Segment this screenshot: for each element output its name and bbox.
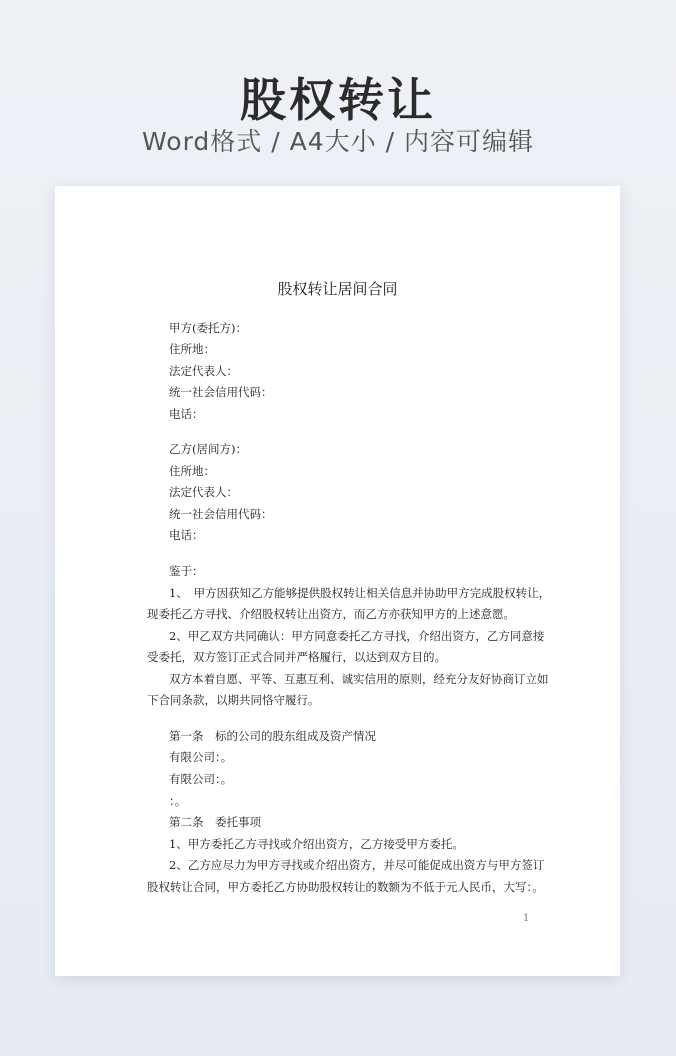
banner-header bbox=[0, 0, 676, 180]
blank-item-line: ：。 bbox=[169, 794, 187, 808]
whereas-label: 鉴于： bbox=[169, 564, 204, 578]
paragraph-3-line-1: 双方本着自愿、平等、互惠互利、诚实信用的原则，经充分友好协商订立如 bbox=[169, 672, 549, 686]
party-b-label: 乙方(居间方)： bbox=[169, 442, 247, 456]
paragraph-3-line-2: 下合同条款，以期共同恪守履行。 bbox=[147, 693, 320, 707]
paragraph-1-line-1: 1、 甲方因获知乙方能够提供股权转让相关信息并协助甲方完成股权转让， bbox=[169, 586, 551, 600]
banner-subtitle: Word格式 / A4大小 / 内容可编辑 bbox=[142, 127, 534, 156]
party-b-phone: 电话： bbox=[169, 528, 204, 542]
article-1-title: 第一条 标的公司的股东组成及资产情况 bbox=[169, 729, 376, 743]
company-line-2: 有限公司：。 bbox=[169, 772, 233, 786]
party-b-credit-code: 统一社会信用代码： bbox=[169, 507, 273, 521]
article-2-item-2-line-2: 股权转让合同，甲方委托乙方协助股权转让的数额为不低于元人民币，大写：。 bbox=[147, 880, 544, 894]
article-2-title: 第二条 委托事项 bbox=[169, 815, 261, 829]
party-b-address: 住所地： bbox=[169, 464, 215, 478]
document-page bbox=[55, 186, 620, 976]
article-2-item-2-line-1: 2、乙方应尽力为甲方寻找或介绍出资方，并尽可能促成出资方与甲方签订 bbox=[169, 858, 545, 872]
party-a-address: 住所地： bbox=[169, 342, 215, 356]
paragraph-2-line-1: 2、甲乙双方共同确认：甲方同意委托乙方寻找，介绍出资方，乙方同意接 bbox=[169, 629, 545, 643]
document-title: 股权转让居间合同 bbox=[277, 280, 398, 298]
article-2-item-1: 1、甲方委托乙方寻找或介绍出资方，乙方接受甲方委托。 bbox=[169, 837, 464, 851]
party-a-phone: 电话： bbox=[169, 407, 204, 421]
banner-title: 股权转让 bbox=[240, 73, 436, 127]
page-number: 1 bbox=[523, 913, 530, 924]
party-a-label: 甲方(委托方)： bbox=[169, 321, 247, 335]
paragraph-2-line-2: 受委托，双方签订正式合同并严格履行，以达到双方目的。 bbox=[147, 650, 446, 664]
party-b-rep: 法定代表人： bbox=[169, 485, 238, 499]
company-line-1: 有限公司：。 bbox=[169, 750, 233, 764]
party-a-rep: 法定代表人： bbox=[169, 364, 238, 378]
paragraph-1-line-2: 现委托乙方寻找、介绍股权转让出资方，而乙方亦获知甲方的上述意愿。 bbox=[147, 607, 515, 621]
party-a-credit-code: 统一社会信用代码： bbox=[169, 385, 273, 399]
